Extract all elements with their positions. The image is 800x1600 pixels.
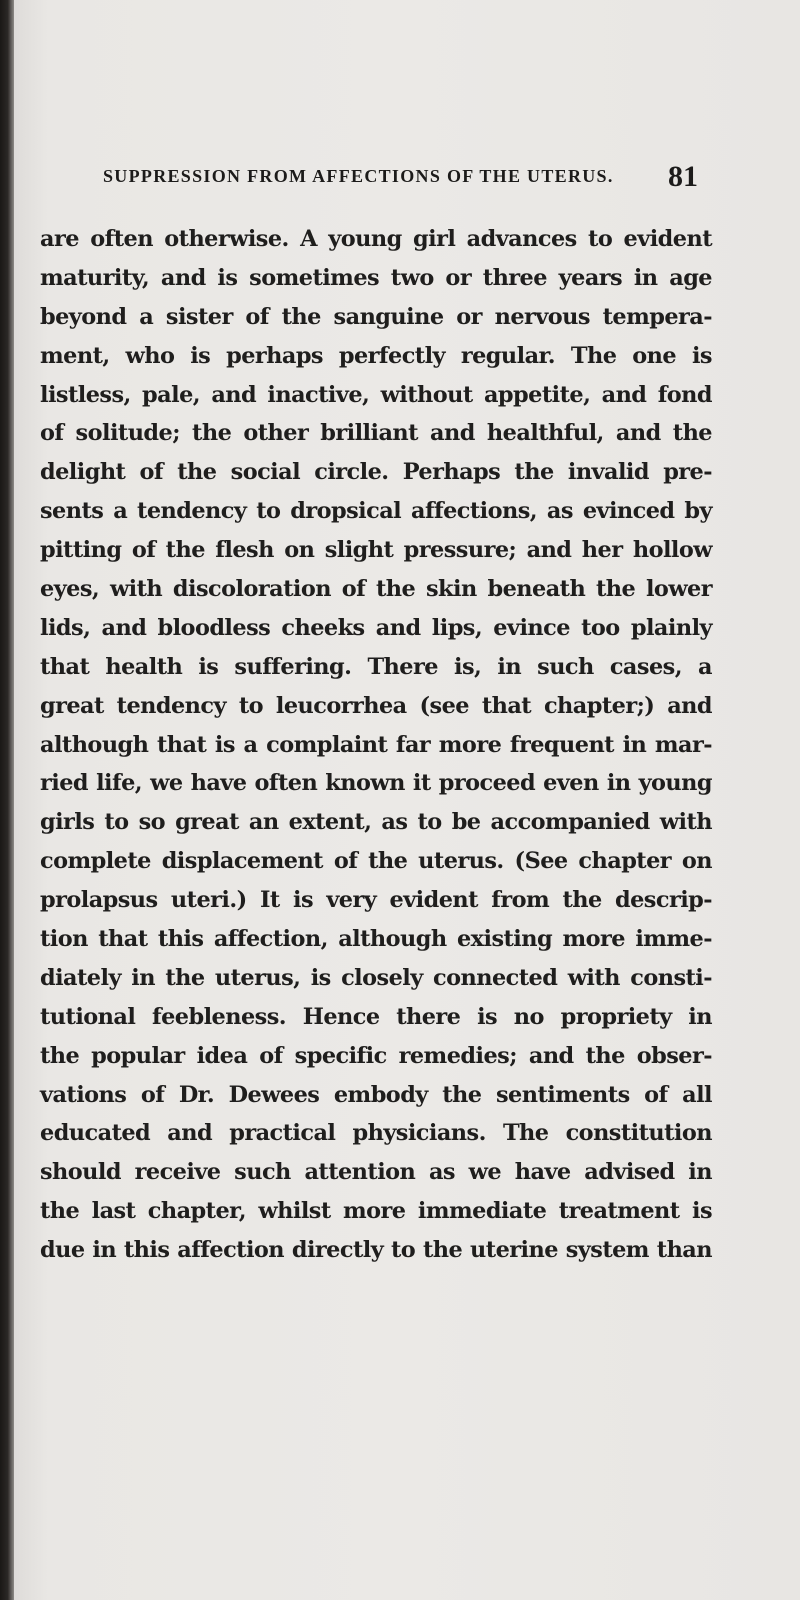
text-line: ried life, we have often known it proceed even in young [40, 770, 712, 797]
text-line: maturity, and is sometimes two or three years in age [40, 264, 712, 291]
book-spine-edge [0, 0, 14, 1600]
text-line: that health is suffering. There is, in such cases, a [40, 653, 712, 680]
body-text [40, 220, 712, 1270]
text-line: prolapsus uteri.) It is very evident from the descrip- [40, 887, 712, 914]
text-line: the last chapter, whilst more immediate treatment is [40, 1198, 712, 1225]
text-line: although that is a complaint far more frequent in mar- [40, 731, 712, 758]
text-line: the popular idea of specific remedies; and the obser- [40, 1042, 712, 1069]
text-line: ment, who is perhaps perfectly regular. The one is [40, 342, 712, 369]
page-number: 81 [668, 160, 698, 193]
text-line: due in this affection directly to the uterine system than [40, 1237, 712, 1264]
page-header [0, 162, 800, 192]
text-line: diately in the uterus, is closely connected with consti- [40, 964, 712, 991]
text-line: should receive such attention as we have advised in [40, 1159, 712, 1186]
text-line: pitting of the flesh on slight pressure; and her hollow [40, 537, 712, 564]
running-head-title: SUPPRESSION FROM AFFECTIONS OF THE UTERUS. [103, 166, 614, 186]
text-line: great tendency to leucorrhea (see that chapter;) and [40, 692, 712, 719]
text-line: delight of the social circle. Perhaps the invalid pre- [40, 459, 712, 486]
text-line: tutional feebleness. Hence there is no propriety in [40, 1003, 712, 1030]
text-line: vations of Dr. Dewees embody the sentiments of all [40, 1081, 712, 1108]
text-line: lids, and bloodless cheeks and lips, evince too plainly [40, 614, 712, 641]
text-line: sents a tendency to dropsical affections, as evinced by [40, 498, 712, 525]
text-line: tion that this affection, although existing more imme- [40, 926, 712, 953]
text-line: educated and practical physicians. The constitution [40, 1120, 712, 1147]
text-line: of solitude; the other brilliant and healthful, and the [40, 420, 712, 447]
text-line: are often otherwise. A young girl advances to evident [40, 226, 712, 252]
text-line: listless, pale, and inactive, without appetite, and fond [40, 381, 712, 408]
text-line: beyond a sister of the sanguine or nervous tempera- [40, 303, 712, 330]
text-line: girls to so great an extent, as to be accompanied with [40, 809, 712, 836]
text-line: complete displacement of the uterus. (See chapter on [40, 848, 712, 875]
text-line: eyes, with discoloration of the skin beneath the lower [40, 576, 712, 603]
